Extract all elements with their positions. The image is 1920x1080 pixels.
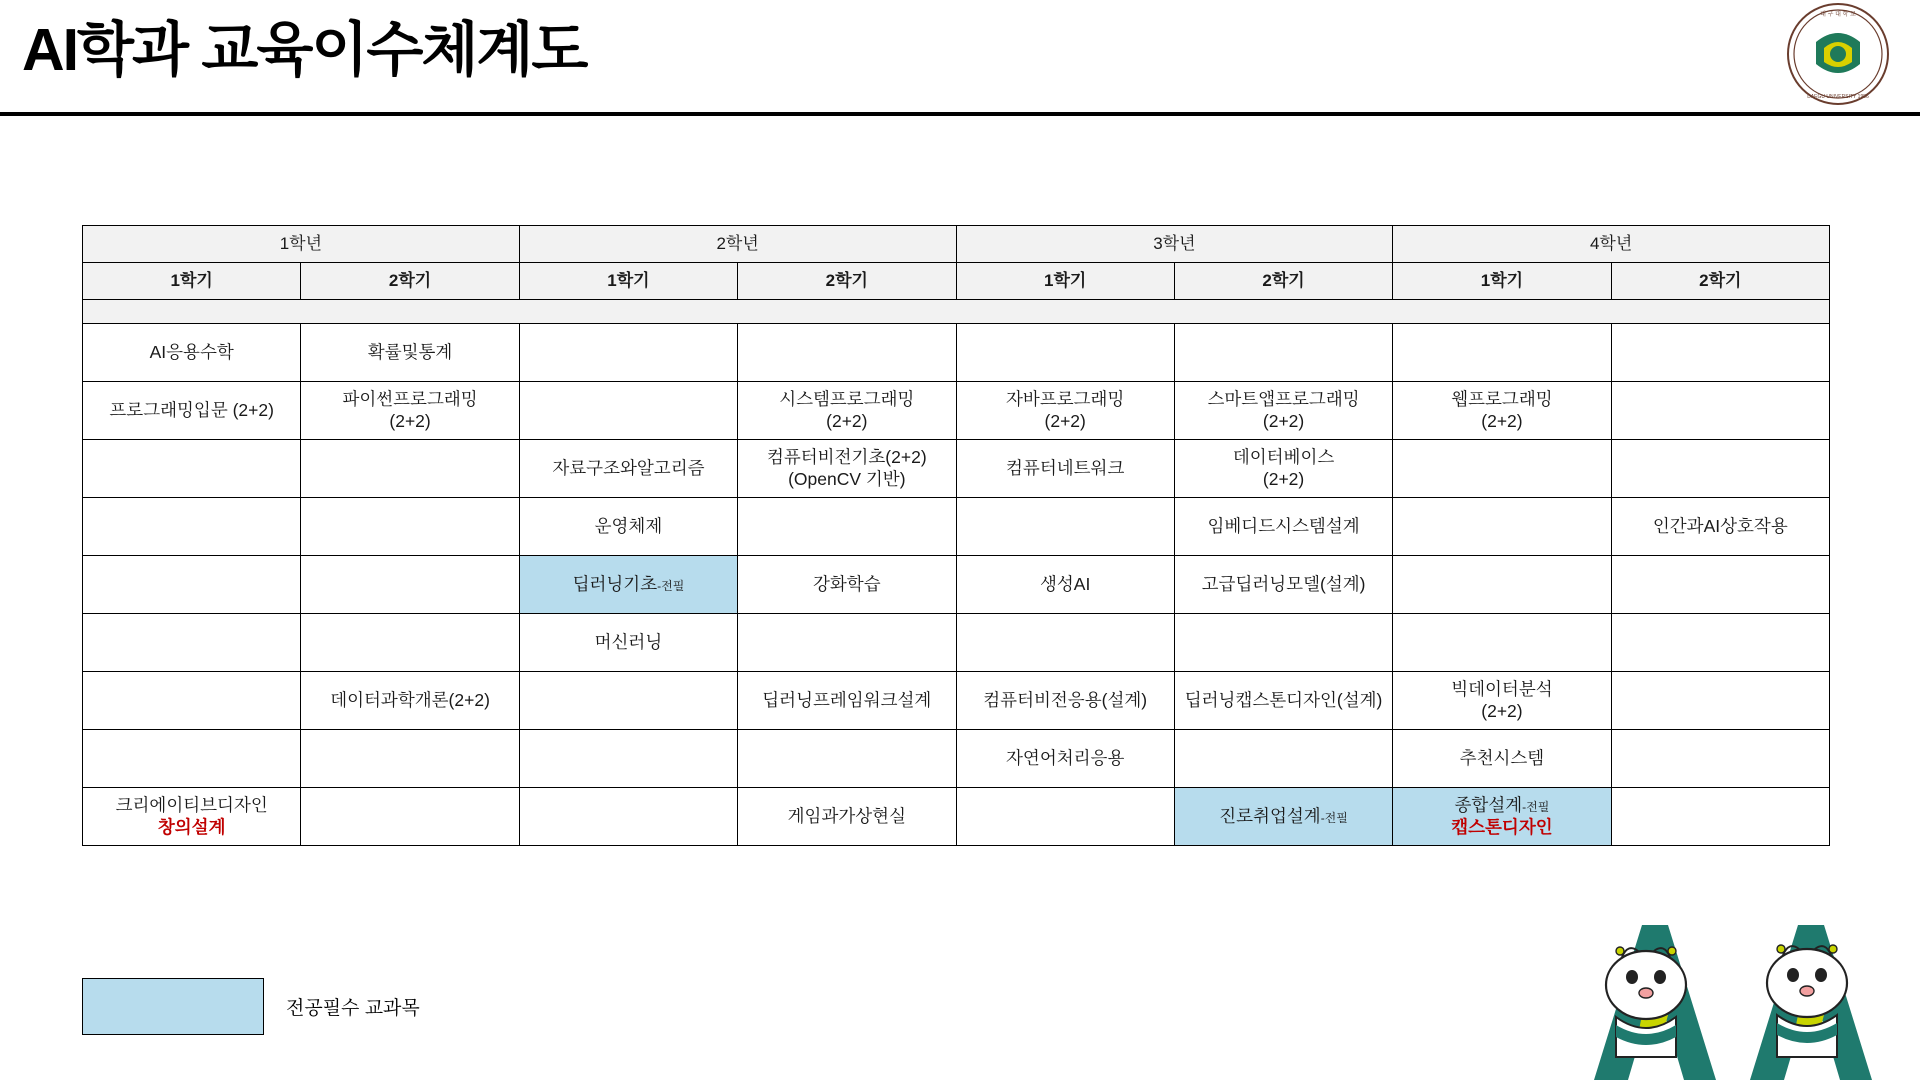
course-name: 강화학습 [813,573,881,594]
semester-header-4: 2학기 [738,263,956,300]
semester-header-row [83,263,1830,300]
course-cell [519,324,737,382]
emblem-top-text: 대 구 대 학 교 [1820,12,1856,18]
course-cell [83,382,301,440]
course-name: (2+2) [1262,468,1305,489]
course-cell [956,382,1174,440]
course-cell [956,556,1174,614]
semester-header-2: 2학기 [301,263,519,300]
table-row [83,324,1830,382]
table-row [83,498,1830,556]
semester-header-6: 2학기 [1174,263,1392,300]
course-name: (2+2) [1262,410,1305,431]
course-tag: -전필 [657,578,685,593]
year-header-4: 4학년 [1393,226,1830,263]
course-cell [956,730,1174,788]
course-cell [738,672,956,730]
course-name: 컴퓨터비전응용(설계) [983,689,1148,710]
course-name: (2+2) [1044,410,1086,431]
semester-header-3: 1학기 [519,263,737,300]
mascot-artwork [1564,865,1904,1080]
semester-header-5: 1학기 [956,263,1174,300]
course-name: 프로그래밍입문 (2+2) [109,399,274,420]
course-cell [1611,672,1829,730]
course-cell [738,614,956,672]
emblem-bottom-text: DAEGU UNIVERSITY 1956 [1807,94,1869,100]
course-cell [1393,556,1611,614]
semester-header-8: 2학기 [1611,263,1829,300]
year-header-2: 2학년 [519,226,956,263]
course-cell [956,498,1174,556]
course-name: 딥러닝기초-전필 [572,573,685,594]
course-cell [83,498,301,556]
course-cell [519,614,737,672]
course-name: (2+2) [826,410,868,431]
course-name: 고급딥러닝모델(설계) [1201,573,1366,594]
course-name: 머신러닝 [594,631,663,652]
legend [82,978,420,1035]
course-cell [1393,440,1611,498]
course-cell [1174,614,1392,672]
course-cell [738,382,956,440]
course-name: 생성AI [1040,573,1091,594]
course-cell [738,730,956,788]
course-tag: -전필 [1522,799,1550,814]
course-cell [519,440,737,498]
course-cell [83,672,301,730]
course-name: 컴퓨터비전기초(2+2) [766,446,927,467]
course-cell [83,614,301,672]
course-cell [519,556,737,614]
course-cell [956,324,1174,382]
course-cell [301,498,519,556]
course-cell [1393,672,1611,730]
course-cell [1174,730,1392,788]
course-cell [1174,440,1392,498]
course-cell [1611,614,1829,672]
year-header-1: 1학년 [83,226,520,263]
course-tag: -전필 [1320,810,1348,825]
course-name: 데이터과학개론(2+2) [330,689,490,710]
course-name: 자바프로그래밍 [1006,388,1125,409]
course-cell [83,788,301,846]
course-cell [738,498,956,556]
course-cell [301,440,519,498]
course-cell [1393,324,1611,382]
course-name: 진로취업설계-전필 [1219,805,1348,826]
course-cell [301,614,519,672]
table-row [83,788,1830,846]
course-cell [738,440,956,498]
semester-header-1: 1학기 [83,263,301,300]
course-name: (2+2) [1481,410,1523,431]
course-cell [83,440,301,498]
course-cell [1393,788,1611,846]
legend-label: 전공필수 교과목 [286,998,420,1019]
course-cell [1174,788,1392,846]
spacer-cell [83,300,1830,324]
course-name: 운영체제 [594,515,663,536]
course-cell [1174,672,1392,730]
course-cell [1611,324,1829,382]
course-cell [1174,382,1392,440]
course-cell [738,788,956,846]
course-name: (OpenCV 기반) [788,468,906,489]
course-cell [83,556,301,614]
legend-color-swatch [82,978,264,1035]
course-cell [301,730,519,788]
course-cell [956,440,1174,498]
table-row [83,556,1830,614]
table-row [83,614,1830,672]
year-header-3: 3학년 [956,226,1393,263]
course-name: 컴퓨터네트워크 [1006,457,1125,478]
table-row [83,382,1830,440]
course-name: 데이터베이스 [1232,446,1335,467]
course-name: 딥러닝캡스톤디자인(설계) [1184,689,1383,710]
course-cell [519,672,737,730]
course-cell [301,788,519,846]
course-name: 웹프로그래밍 [1451,388,1553,409]
course-name: 딥러닝프레임워크설계 [762,689,932,710]
course-cell [1393,382,1611,440]
course-cell [301,672,519,730]
course-cell [1393,730,1611,788]
course-cell [956,614,1174,672]
course-cell [1174,556,1392,614]
table-row [83,730,1830,788]
course-name: (2+2) [389,410,431,431]
course-name: 자료구조와알고리즘 [552,457,705,478]
course-name: 스마트앱프로그래밍 [1207,388,1360,409]
course-name: 파이썬프로그래밍 [342,388,478,409]
course-name: 빅데이터분석 [1451,678,1553,699]
course-cell [519,730,737,788]
course-cell [1611,440,1829,498]
table-row [83,672,1830,730]
curriculum-body [83,300,1830,846]
course-cell [83,730,301,788]
course-cell [738,556,956,614]
course-name: 크리에이티브디자인 [115,794,268,815]
course-name: 임베디드시스템설계 [1207,515,1360,536]
course-cell [301,556,519,614]
course-cell [1611,788,1829,846]
title-divider [0,112,1920,116]
course-name: 확률및통계 [367,341,453,362]
spacer-row [83,300,1830,324]
course-cell [1174,498,1392,556]
year-header-row [83,226,1830,263]
course-cell [1174,324,1392,382]
course-cell [301,382,519,440]
course-cell [83,324,301,382]
course-cell [1393,498,1611,556]
course-cell [1611,382,1829,440]
course-name: 게임과가상현실 [787,805,906,826]
table-row [83,440,1830,498]
course-cell [956,788,1174,846]
course-cell [519,498,737,556]
course-name: 자연어처리응용 [1006,747,1125,768]
curriculum-table [82,225,1830,846]
course-name: AI응용수학 [149,341,234,362]
course-cell [519,788,737,846]
course-cell [301,324,519,382]
course-cell [738,324,956,382]
course-name-highlight: 캡스톤디자인 [1451,816,1553,837]
course-name: 시스템프로그래밍 [779,388,915,409]
course-name: (2+2) [1481,700,1523,721]
page-title: AI학과 교육이수체계도 [22,17,587,83]
university-emblem-icon [1786,2,1890,106]
semester-header-7: 1학기 [1393,263,1611,300]
course-cell [1393,614,1611,672]
course-name: 추천시스템 [1459,747,1545,768]
course-name-highlight: 창의설계 [157,816,226,837]
course-cell [1611,730,1829,788]
course-cell [1611,498,1829,556]
course-name: 인간과AI상호작용 [1652,515,1788,536]
course-name: 종합설계-전필 [1454,794,1550,815]
course-cell [1611,556,1829,614]
course-cell [519,382,737,440]
course-cell [956,672,1174,730]
